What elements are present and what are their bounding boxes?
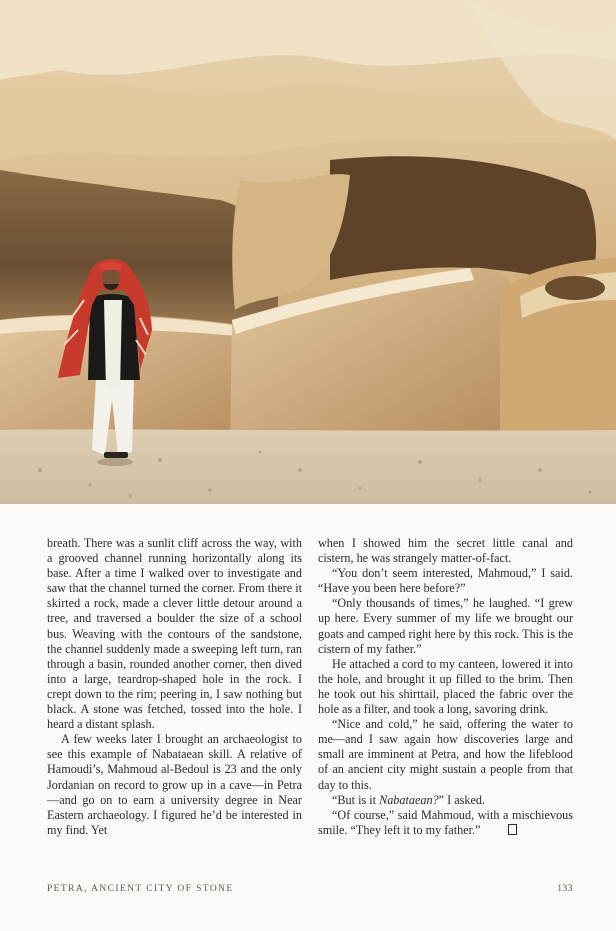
article-right-column <box>318 536 573 838</box>
article-paragraph <box>318 793 573 808</box>
article-paragraph: “You don’t seem interested, Mahmoud,” I said. “Have you been here before?” <box>318 566 573 596</box>
dialogue-emphasis: Nabataean? <box>379 792 439 807</box>
article-left-column <box>47 536 302 838</box>
article-paragraph: “Nice and cold,” he said, offering the water to me—and I saw again how discoveries large and small are imminent at Petra, and how the lifeblood of an ancient city might sustain a people from that day to this. <box>318 717 573 792</box>
article-paragraph: breath. There was a sunlit cliff across the way, with a grooved channel running horizontally along its base. After a time I walked over to investigate and saw that the channel turned the corner. From there it skirted a rock, made a clever little detour around a tree, and traversed a boulder the size of a school bus. Weaving with the contours of the sandstone, the channel suddenly made a sweeping left turn, ran through a basin, rounded another corner, then dived into a large, teardrop-shaped hole in the rock. I crept down to the rim; peering in, I saw nothing but black. A stone was fetched, tossed into the hole. I heard a distant splash. <box>47 536 302 732</box>
article-paragraph: “Only thousands of times,” he laughed. “I grew up here. Every summer of my life we brought our goats and camped right here by this rock. This is the cistern of my father.” <box>318 596 573 656</box>
article-paragraph: He attached a cord to my canteen, lowered it into the hole, and brought it up filled to the brim. Then he took out his shirttail, placed the fabric over the hole as a filter, and took a long, savoring drink. <box>318 656 573 717</box>
dialogue-text: “But is it <box>332 792 380 807</box>
end-of-article-mark-icon <box>508 824 517 835</box>
article-paragraph: A few weeks later I brought an archaeologist to see this example of Nabataean skill. A relative of Hamoudi’s, Mahmoud al-Bedoul is 23 and the only Jordanian on record to grow up in a cave—in Petra—and go on to earn a university degree in Near Eastern archaeology. I figured he’d be interested in my find. Yet <box>47 732 302 837</box>
article-paragraph: when I showed him the secret little canal and cistern, he was strangely matter-of-fact. <box>318 536 573 566</box>
article-paragraph <box>318 808 573 838</box>
final-sentence: “Of course,” said Mahmoud, with a mischievous smile. “They left it to my father.” <box>318 807 573 837</box>
running-head: PETRA, ANCIENT CITY OF STONE <box>47 884 234 894</box>
dialogue-text: ” I asked. <box>438 792 486 807</box>
page-number: 133 <box>557 884 573 894</box>
